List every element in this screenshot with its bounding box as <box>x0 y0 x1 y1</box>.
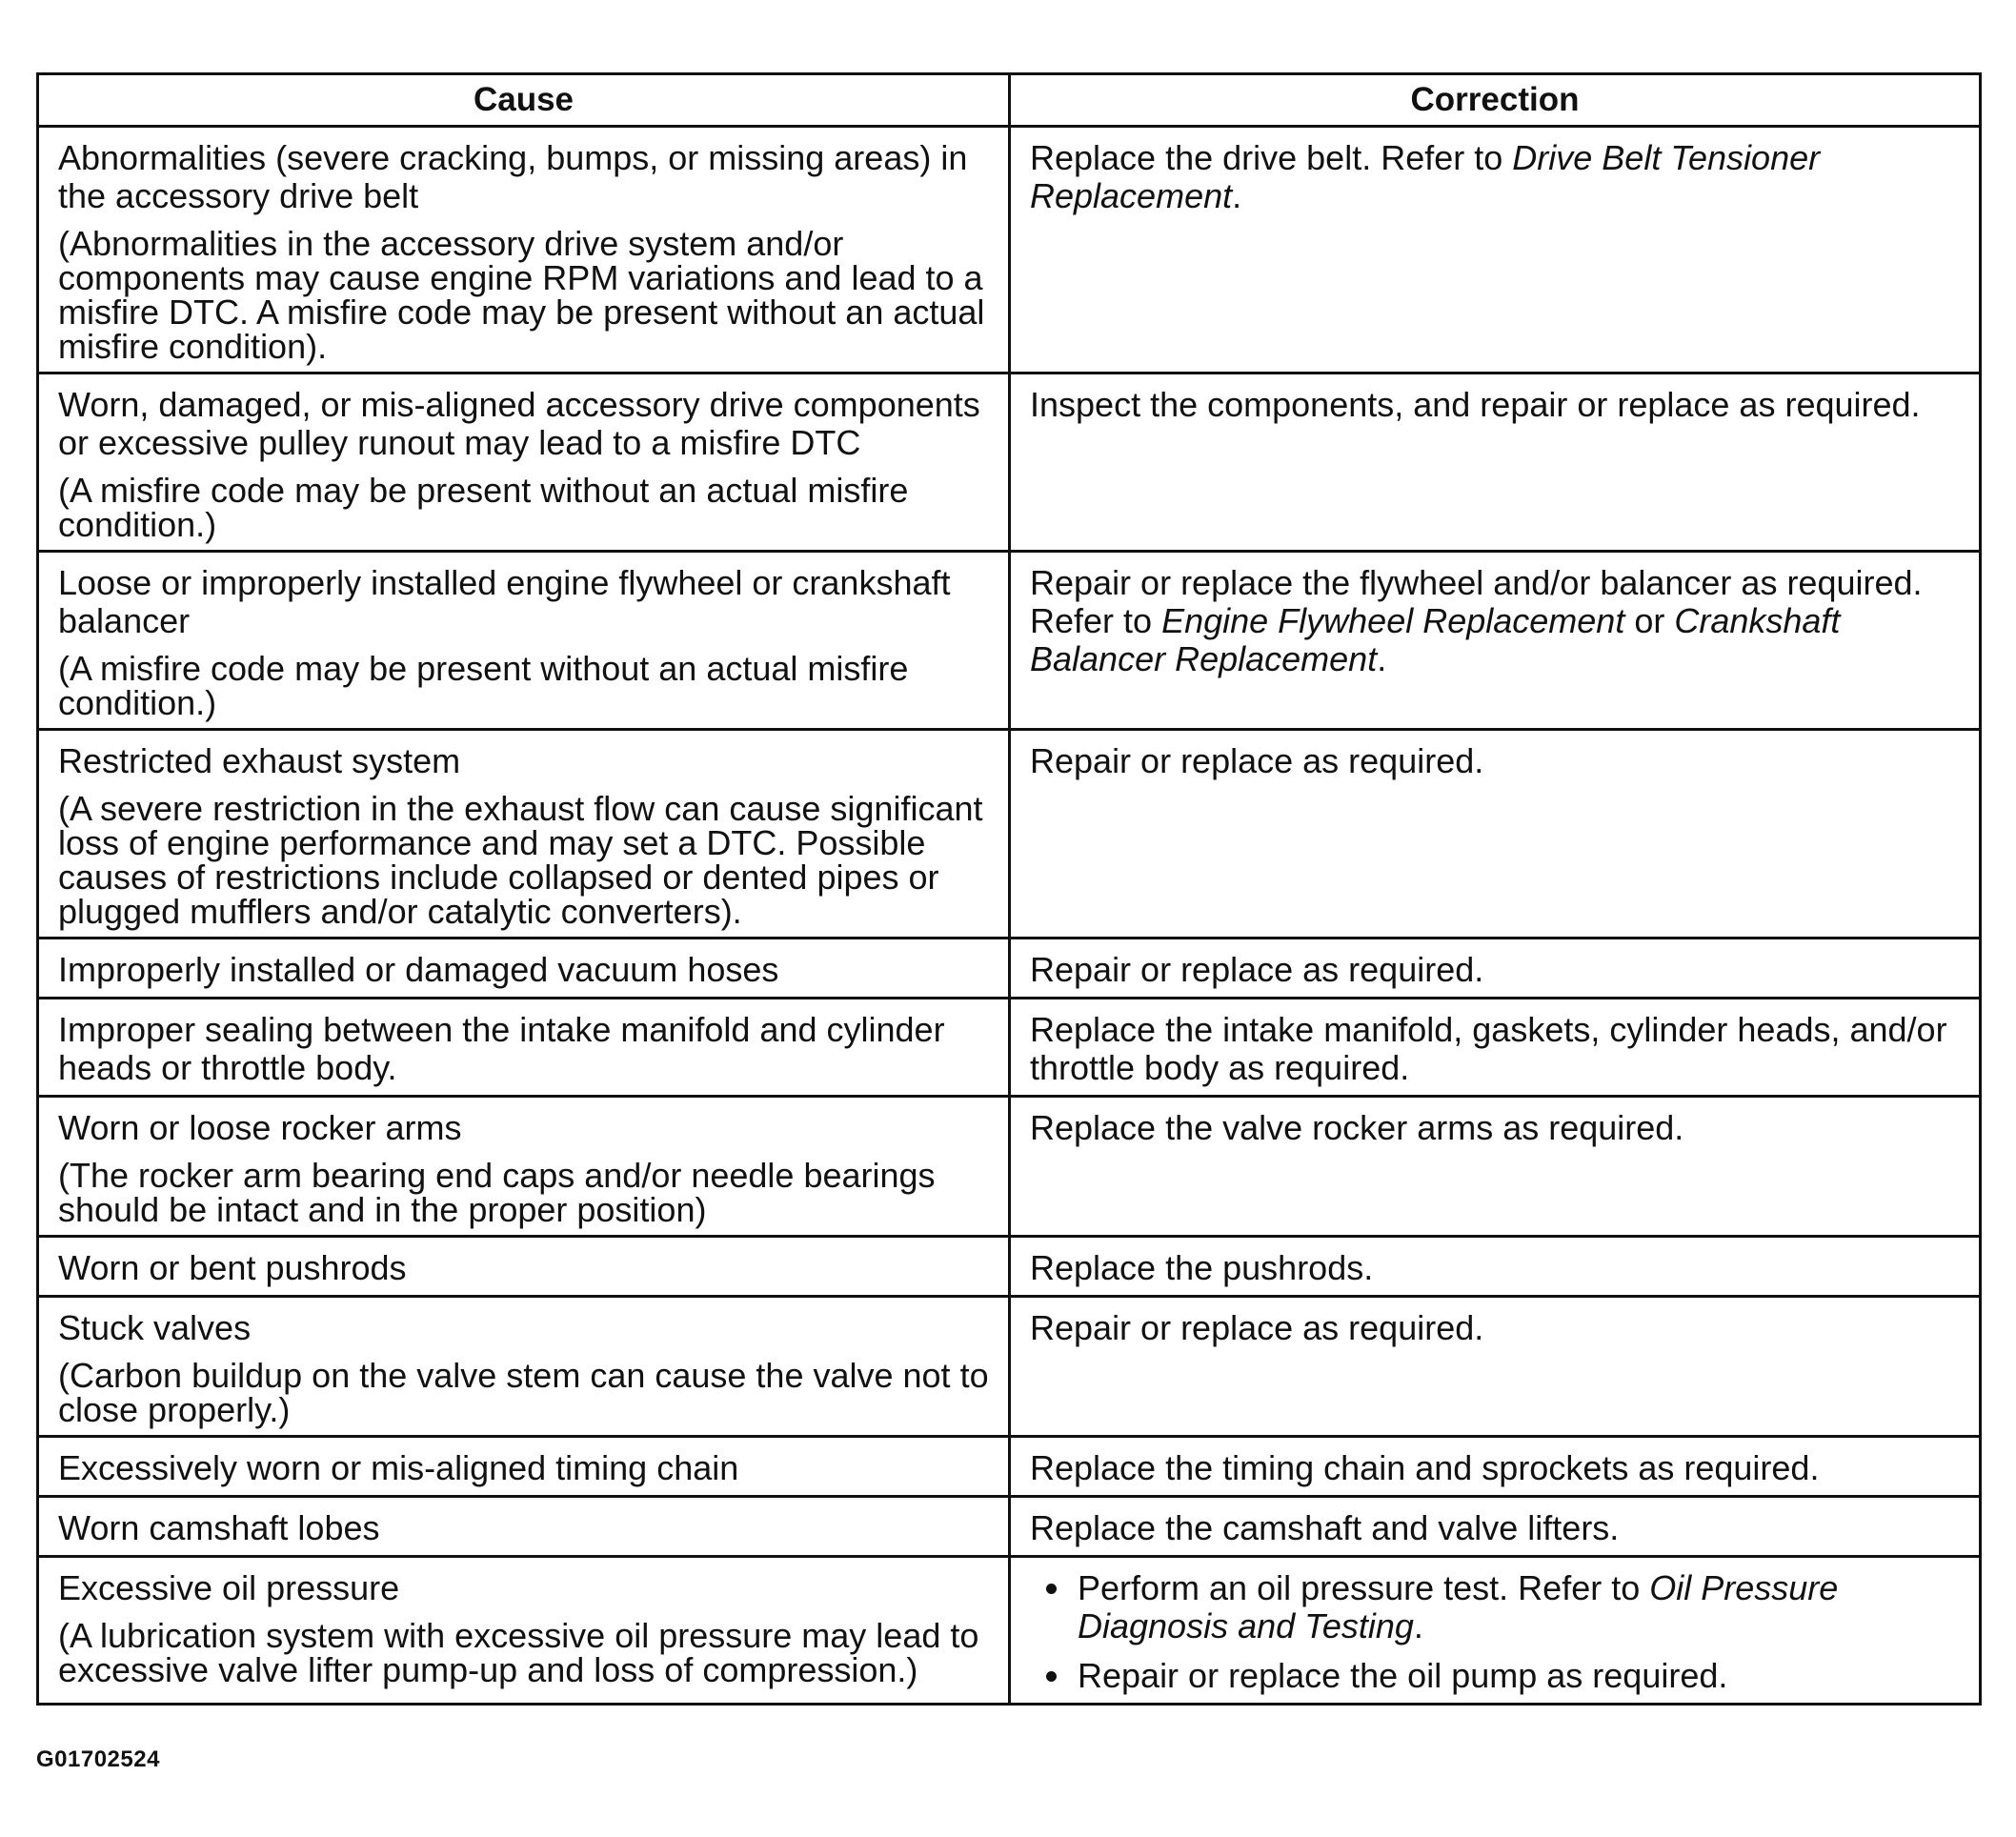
correction-text <box>1030 742 1971 780</box>
cause-text: Restricted exhaust system <box>58 741 461 780</box>
cause-text: Excessive oil pressure <box>58 1568 400 1607</box>
correction-text <box>1030 1109 1971 1147</box>
correction-cell <box>1010 939 1981 999</box>
text-run: Repair or replace the oil pump as required. <box>1078 1656 1728 1695</box>
cause-note: (A lubrication system with excessive oil pressure may lead to excessive valve lifter pump-up and loss of compression.) <box>58 1616 979 1689</box>
text-run: Repair or replace as required. <box>1030 741 1484 780</box>
table-row <box>38 552 1981 730</box>
reference-title: Crankshaft Balancer Replacement <box>1030 601 1841 678</box>
reference-title: Oil Pressure Diagnosis and Testing <box>1078 1568 1839 1645</box>
cause-note: (Carbon buildup on the valve stem can cause the valve not to close properly.) <box>58 1356 989 1429</box>
table-row <box>38 999 1981 1097</box>
correction-text <box>1030 1509 1971 1547</box>
cause-cell <box>38 999 1010 1097</box>
correction-cell <box>1010 1557 1981 1705</box>
table-row <box>38 730 1981 939</box>
cause-cell <box>38 552 1010 730</box>
cause-text: Worn camshaft lobes <box>58 1508 380 1547</box>
reference-title: Engine Flywheel Replacement <box>1161 601 1625 640</box>
correction-text <box>1030 1449 1971 1487</box>
cause-text: Improperly installed or damaged vacuum hoses <box>58 950 779 989</box>
cause-text: Improper sealing between the intake manifold and cylinder heads or throttle body. <box>58 1010 945 1087</box>
table-row <box>38 1297 1981 1437</box>
text-run: Replace the timing chain and sprockets as required. <box>1030 1448 1820 1487</box>
cause-cell <box>38 939 1010 999</box>
figure-id: G01702524 <box>36 1746 160 1772</box>
correction-text <box>1030 564 1971 678</box>
correction-cell <box>1010 1497 1981 1557</box>
reference-title: Drive Belt Tensioner Replacement <box>1030 138 1821 215</box>
correction-cell <box>1010 999 1981 1097</box>
correction-cell <box>1010 730 1981 939</box>
cause-note: (A severe restriction in the exhaust flow can cause significant loss of engine performance and may set a DTC. Possible causes of restrictions include collapsed or dented pipes or plugged mufflers and/or catalytic converters). <box>58 789 983 931</box>
text-run: Perform an oil pressure test. Refer to <box>1078 1568 1650 1607</box>
cause-cell <box>38 1437 1010 1497</box>
correction-cell <box>1010 373 1981 552</box>
text-run: Replace the intake manifold, gaskets, cylinder heads, and/or throttle body as required. <box>1030 1010 1947 1087</box>
text-run: Replace the valve rocker arms as required. <box>1030 1108 1684 1147</box>
table-row <box>38 1437 1981 1497</box>
correction-cell <box>1010 1297 1981 1437</box>
text-run: Repair or replace as required. <box>1030 1308 1484 1347</box>
correction-list-item <box>1074 1657 1971 1695</box>
text-run: Replace the drive belt. Refer to <box>1030 138 1513 177</box>
correction-text <box>1030 139 1971 215</box>
text-run: or <box>1624 601 1675 640</box>
cause-text: Loose or improperly installed engine flywheel or crankshaft balancer <box>58 563 951 640</box>
text-run: . <box>1413 1606 1423 1645</box>
column-header-cause: Cause <box>38 74 1010 127</box>
correction-text <box>1030 951 1971 989</box>
cause-text: Stuck valves <box>58 1308 252 1347</box>
cause-text: Abnormalities (severe cracking, bumps, or missing areas) in the accessory drive belt <box>58 138 968 215</box>
table-row <box>38 127 1981 373</box>
table-row <box>38 1557 1981 1705</box>
correction-text <box>1030 1309 1971 1347</box>
text-run: . <box>1377 639 1387 678</box>
cause-note: (Abnormalities in the accessory drive system and/or components may cause engine RPM variations and lead to a misfire DTC. A misfire code may be present without an actual misfire condition). <box>58 224 985 366</box>
text-run: Repair or replace the flywheel and/or balancer as required. Refer to <box>1030 563 1923 640</box>
correction-cell <box>1010 552 1981 730</box>
cause-cell <box>38 1097 1010 1237</box>
correction-cell <box>1010 127 1981 373</box>
table-row <box>38 1237 1981 1297</box>
cause-cell <box>38 1237 1010 1297</box>
table-row <box>38 1097 1981 1237</box>
table-row <box>38 939 1981 999</box>
text-run: Replace the camshaft and valve lifters. <box>1030 1508 1620 1547</box>
table-body <box>38 127 1981 1705</box>
cause-text: Worn or bent pushrods <box>58 1248 407 1287</box>
cause-cell <box>38 1497 1010 1557</box>
cause-cell <box>38 1297 1010 1437</box>
cause-note: (A misfire code may be present without an actual misfire condition.) <box>58 471 909 544</box>
correction-list <box>1030 1569 1971 1695</box>
cause-cell <box>38 373 1010 552</box>
cause-text: Worn or loose rocker arms <box>58 1108 462 1147</box>
text-run: Inspect the components, and repair or replace as required. <box>1030 385 1921 424</box>
correction-cell <box>1010 1097 1981 1237</box>
correction-text <box>1030 1011 1971 1087</box>
cause-note: (The rocker arm bearing end caps and/or needle bearings should be intact and in the proper position) <box>58 1156 936 1229</box>
text-run: . <box>1232 176 1242 215</box>
table-header-row <box>38 74 1981 127</box>
cause-note: (A misfire code may be present without an actual misfire condition.) <box>58 649 909 722</box>
cause-cell <box>38 730 1010 939</box>
table-row <box>38 373 1981 552</box>
correction-cell <box>1010 1237 1981 1297</box>
correction-list-item <box>1074 1569 1971 1645</box>
text-run: Replace the pushrods. <box>1030 1248 1374 1287</box>
cause-cell <box>38 127 1010 373</box>
correction-cell <box>1010 1437 1981 1497</box>
table-row <box>38 1497 1981 1557</box>
cause-cell <box>38 1557 1010 1705</box>
column-header-correction: Correction <box>1010 74 1981 127</box>
cause-text: Excessively worn or mis-aligned timing chain <box>58 1448 739 1487</box>
cause-correction-table <box>36 72 1982 1706</box>
correction-text <box>1030 386 1971 424</box>
correction-text <box>1030 1249 1971 1287</box>
text-run: Repair or replace as required. <box>1030 950 1484 989</box>
cause-text: Worn, damaged, or mis-aligned accessory drive components or excessive pulley runout may lead to a misfire DTC <box>58 385 980 462</box>
